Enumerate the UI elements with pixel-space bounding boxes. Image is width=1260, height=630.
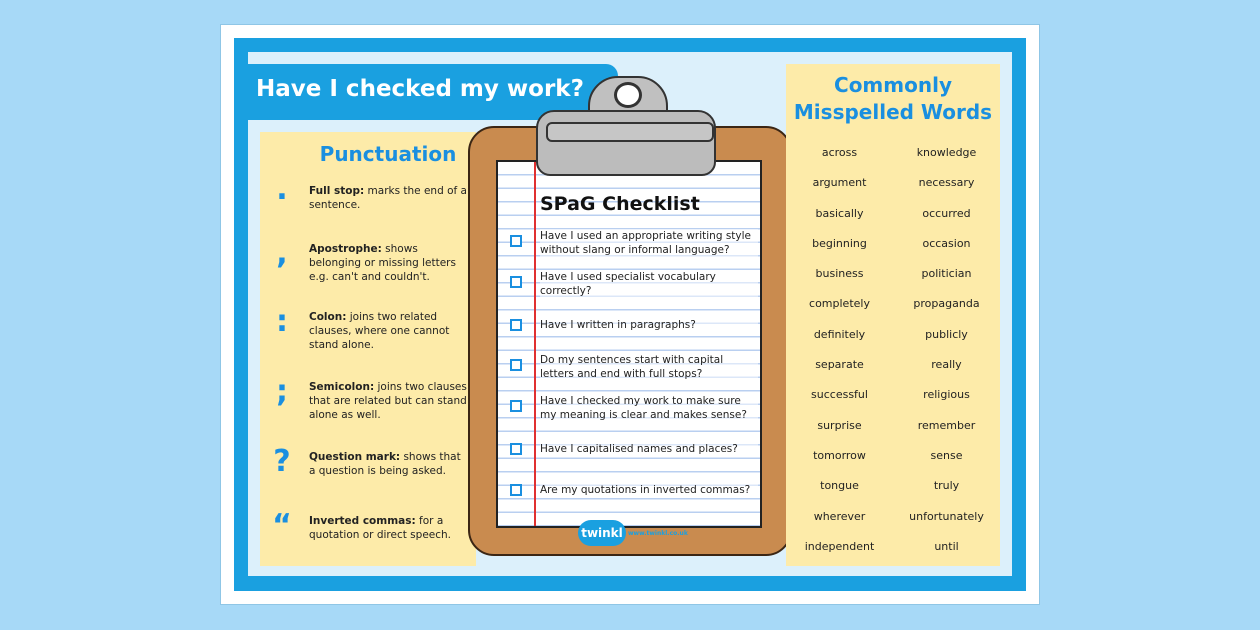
punctuation-symbol: , bbox=[276, 236, 288, 271]
checklist-question: Have I used specialist vocabulary correctly? bbox=[540, 270, 758, 298]
punctuation-term: Full stop: bbox=[309, 185, 365, 197]
punctuation-symbol: : bbox=[276, 304, 288, 339]
checklist-title: SPaG Checklist bbox=[540, 193, 700, 215]
punctuation-text bbox=[309, 514, 469, 542]
punctuation-term: Apostrophe: bbox=[309, 243, 382, 255]
word-item: beginning bbox=[812, 236, 867, 250]
punctuation-symbol: ; bbox=[276, 374, 288, 409]
word-item: successful bbox=[811, 388, 868, 402]
word-item: definitely bbox=[813, 327, 866, 341]
punctuation-item bbox=[260, 374, 476, 430]
punctuation-item bbox=[260, 304, 476, 360]
punctuation-item bbox=[260, 236, 476, 292]
checklist-item bbox=[510, 270, 760, 300]
punctuation-text bbox=[309, 310, 469, 352]
misspelled-words-panel bbox=[786, 64, 1000, 566]
word-item: publicly bbox=[925, 327, 968, 341]
checklist-question: Have I capitalised names and places? bbox=[540, 442, 758, 456]
poster-title: Have I checked my work? bbox=[234, 64, 618, 120]
checklist-question: Have I written in paragraphs? bbox=[540, 318, 758, 332]
punctuation-text bbox=[309, 242, 469, 284]
punctuation-text bbox=[309, 380, 469, 422]
word-item: unfortunately bbox=[909, 509, 984, 523]
word-item: knowledge bbox=[916, 146, 977, 159]
punctuation-term: Semicolon: bbox=[309, 381, 375, 393]
word-item: across bbox=[821, 146, 858, 159]
clipboard-clip bbox=[536, 110, 716, 176]
punctuation-desc: for a quotation or direct speech. bbox=[309, 515, 452, 541]
checklist-item bbox=[510, 318, 760, 348]
word-item: politician bbox=[921, 267, 972, 281]
punctuation-term: Colon: bbox=[309, 311, 347, 323]
word-item: basically bbox=[815, 206, 864, 220]
punctuation-symbol: . bbox=[276, 172, 288, 207]
word-item: tomorrow bbox=[813, 448, 866, 462]
word-item: business bbox=[815, 267, 864, 281]
word-item: surprise bbox=[817, 418, 862, 432]
punctuation-desc: joins two clauses that are related but can stand alone as well. bbox=[309, 381, 467, 421]
checkbox[interactable] bbox=[510, 400, 522, 412]
punctuation-text bbox=[309, 450, 469, 478]
punctuation-symbol: ? bbox=[273, 444, 291, 479]
punctuation-item bbox=[260, 172, 476, 234]
checklist-item bbox=[510, 353, 760, 383]
checkbox[interactable] bbox=[510, 319, 522, 331]
checkbox[interactable] bbox=[510, 235, 522, 247]
word-item: really bbox=[931, 358, 962, 372]
word-item: wherever bbox=[813, 509, 866, 523]
punctuation-symbol: “ bbox=[272, 508, 292, 543]
checklist-question: Are my quotations in inverted commas? bbox=[540, 483, 758, 497]
word-item: argument bbox=[812, 176, 867, 190]
punctuation-desc: shows that a question is being asked. bbox=[309, 451, 461, 477]
punctuation-desc: joins two related clauses, where one cannot stand alone. bbox=[309, 311, 450, 351]
word-item: tongue bbox=[820, 479, 859, 493]
checkbox[interactable] bbox=[510, 484, 522, 496]
punctuation-desc: shows belonging or missing letters e.g. can't and couldn't. bbox=[309, 243, 456, 283]
punctuation-desc: marks the end of a sentence. bbox=[309, 185, 467, 211]
twinkl-logo: twinkl bbox=[578, 520, 626, 546]
words-heading: Commonly Misspelled Words bbox=[793, 73, 993, 124]
word-item: occurred bbox=[922, 206, 971, 220]
clip-ring bbox=[614, 82, 642, 108]
word-item: truly bbox=[933, 479, 960, 493]
word-item: occasion bbox=[922, 236, 971, 250]
punctuation-term: Inverted commas: bbox=[309, 515, 416, 527]
word-item: until bbox=[934, 539, 959, 553]
punctuation-panel bbox=[260, 132, 476, 566]
checklist-question: Do my sentences start with capital letters and end with full stops? bbox=[540, 353, 758, 381]
punctuation-item bbox=[260, 508, 476, 564]
word-item: religious bbox=[923, 388, 970, 402]
checklist-question: Have I used an appropriate writing style without slang or informal language? bbox=[540, 229, 758, 257]
checklist-question: Have I checked my work to make sure my meaning is clear and makes sense? bbox=[540, 394, 758, 422]
checklist-item bbox=[510, 483, 760, 513]
word-item: independent bbox=[804, 539, 875, 553]
checkbox[interactable] bbox=[510, 276, 522, 288]
word-item: remember bbox=[917, 418, 976, 432]
checkbox[interactable] bbox=[510, 359, 522, 371]
punctuation-item bbox=[260, 444, 476, 500]
checklist-item bbox=[510, 442, 760, 472]
word-item: separate bbox=[815, 358, 864, 372]
checkbox[interactable] bbox=[510, 443, 522, 455]
word-item: completely bbox=[809, 297, 870, 311]
checklist-item bbox=[510, 229, 760, 259]
punctuation-text bbox=[309, 184, 469, 212]
brand-url: www.twinkl.co.uk bbox=[628, 530, 688, 537]
checklist-item bbox=[510, 394, 760, 424]
punctuation-term: Question mark: bbox=[309, 451, 401, 463]
punctuation-heading: Punctuation bbox=[319, 142, 457, 166]
word-item: sense bbox=[930, 448, 963, 462]
word-item: necessary bbox=[918, 176, 975, 190]
clip-wing bbox=[546, 122, 714, 142]
word-item: propaganda bbox=[913, 297, 980, 311]
